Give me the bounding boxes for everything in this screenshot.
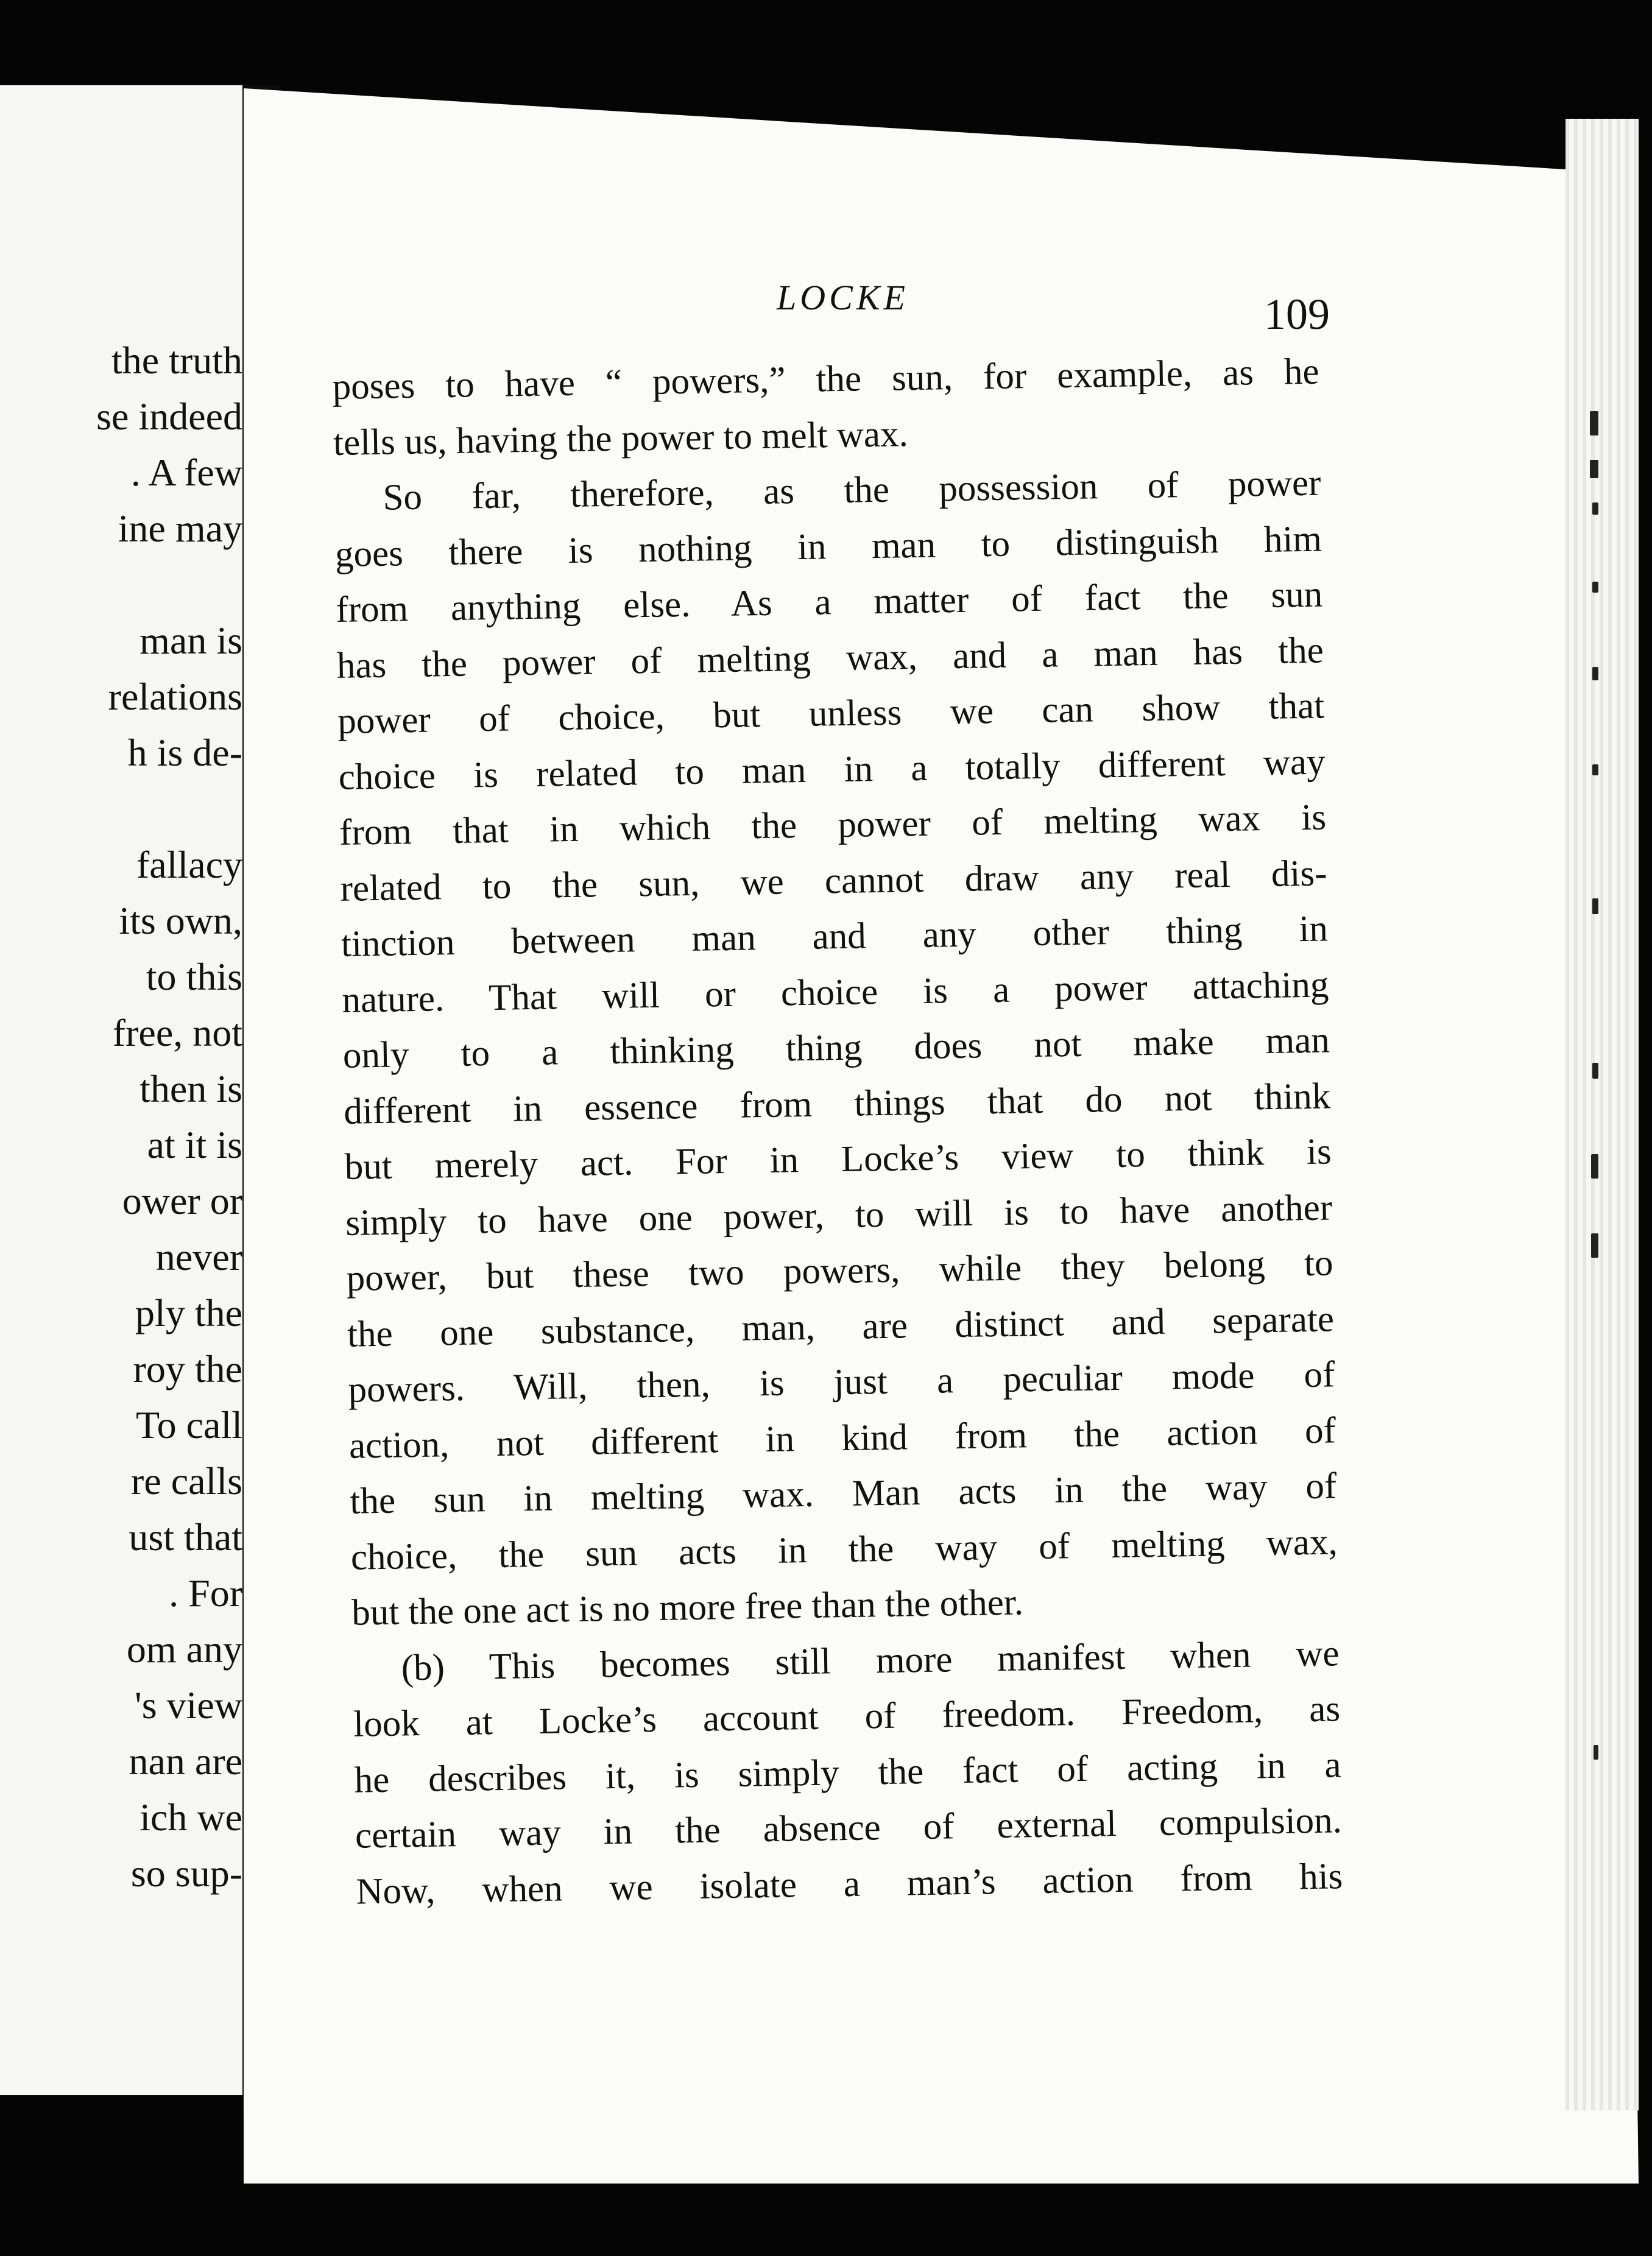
text-line: simply to have one power, to will is to have another <box>345 1186 1333 1244</box>
text-line: he describes it, is simply the fact of acting in a <box>354 1744 1341 1801</box>
text-line: but the one act is no more free than the other. <box>351 1582 1024 1634</box>
text-line: goes there is nothing in man to distinguish him <box>334 518 1322 575</box>
text-line: (b) This becomes still more manifest when we <box>401 1632 1340 1688</box>
text-line: related to the sun, we cannot draw any real dis- <box>340 852 1327 909</box>
edge-tab-mark <box>1590 460 1598 478</box>
running-title: LOCKE <box>777 278 909 317</box>
text-line: tells us, having the power to melt wax. <box>333 413 909 464</box>
text-line: but merely act. For in Locke’s view to think is <box>344 1131 1332 1188</box>
edge-tab-mark <box>1592 667 1598 680</box>
left-page-line: its own, <box>119 899 242 942</box>
text-line: action, not different in kind from the action of <box>348 1409 1336 1467</box>
page-number: 109 <box>1264 290 1330 339</box>
text-line: powers. Will, then, is just a peculiar mode of <box>348 1354 1335 1411</box>
text-line: power, but these two powers, while they belong to <box>346 1243 1334 1299</box>
text-line: look at Locke’s account of freedom. Freedom, as <box>353 1688 1341 1745</box>
text-line: different in essence from things that do not think <box>343 1075 1331 1132</box>
edge-tab-mark <box>1590 411 1598 435</box>
left-page-line: to this <box>146 955 242 998</box>
text-line: certain way in the absence of external compulsion. <box>355 1800 1343 1856</box>
left-page-line: ower or <box>122 1179 242 1222</box>
left-page-line: ich we <box>139 1796 242 1839</box>
edge-tab-mark <box>1592 582 1598 593</box>
edge-tab-mark <box>1591 1154 1598 1179</box>
left-page-fragment <box>0 85 261 2095</box>
text-line: has the power of melting wax, and a man has the <box>336 629 1324 686</box>
text-line: Now, when we isolate a man’s action from his <box>355 1855 1343 1912</box>
left-page-line: the truth <box>111 339 242 382</box>
left-page-line: nan are <box>129 1740 242 1783</box>
left-page-line: so sup- <box>130 1852 242 1895</box>
left-page-line: ply the <box>135 1291 242 1334</box>
text-line: from that in which the power of melting wax is <box>339 797 1327 853</box>
text-line: tinction between man and any other thing in <box>341 908 1329 965</box>
edge-tab-mark <box>1592 764 1598 775</box>
text-line: So far, therefore, as the possession of power <box>383 462 1321 518</box>
edge-tab-mark <box>1591 1233 1598 1258</box>
edge-tab-mark <box>1592 898 1598 914</box>
edge-tab-mark <box>1592 1063 1598 1079</box>
left-page-line: To call <box>136 1403 242 1447</box>
text-line: poses to have “ powers,” the sun, for example, as he <box>332 351 1320 407</box>
text-line: choice, the sun acts in the way of melting wax, <box>350 1521 1338 1578</box>
page-edge <box>1566 119 1639 2110</box>
text-line: only to a thinking thing does not make man <box>342 1020 1330 1076</box>
text-line: nature. That will or choice is a power attaching <box>341 964 1329 1021</box>
left-page-line: roy the <box>133 1347 242 1391</box>
body-text <box>332 344 1343 1920</box>
text-line: the one substance, man, are distinct and separate <box>347 1298 1335 1355</box>
left-page-line: then is <box>139 1067 242 1110</box>
left-page-line: 's view <box>135 1683 242 1727</box>
text-line: power of choice, but unless we can show that <box>337 685 1325 742</box>
left-page-line: . A few <box>130 451 242 494</box>
left-page-line: ine may <box>118 507 242 550</box>
left-page-line: free, not <box>112 1011 242 1054</box>
edge-tab-mark <box>1592 502 1598 515</box>
text-line: choice is related to man in a totally different way <box>338 741 1326 798</box>
left-page-line: om any <box>126 1627 242 1671</box>
left-page-line: h is de- <box>127 731 242 774</box>
left-page-line: never <box>155 1235 242 1278</box>
left-page-line: at it is <box>147 1123 242 1166</box>
left-page-line: fallacy <box>136 843 242 886</box>
left-page-line: re calls <box>131 1459 242 1503</box>
text-line: the sun in melting wax. Man acts in the way of <box>349 1465 1337 1522</box>
left-page-line: ust that <box>129 1515 242 1559</box>
left-page-line: . For <box>169 1571 242 1615</box>
left-page-line: man is <box>139 619 242 662</box>
text-line: from anything else. As a matter of fact the sun <box>335 574 1323 630</box>
edge-tab-mark <box>1594 1745 1598 1760</box>
left-page-line: se indeed <box>96 395 242 438</box>
left-page-line: relations <box>108 675 242 718</box>
